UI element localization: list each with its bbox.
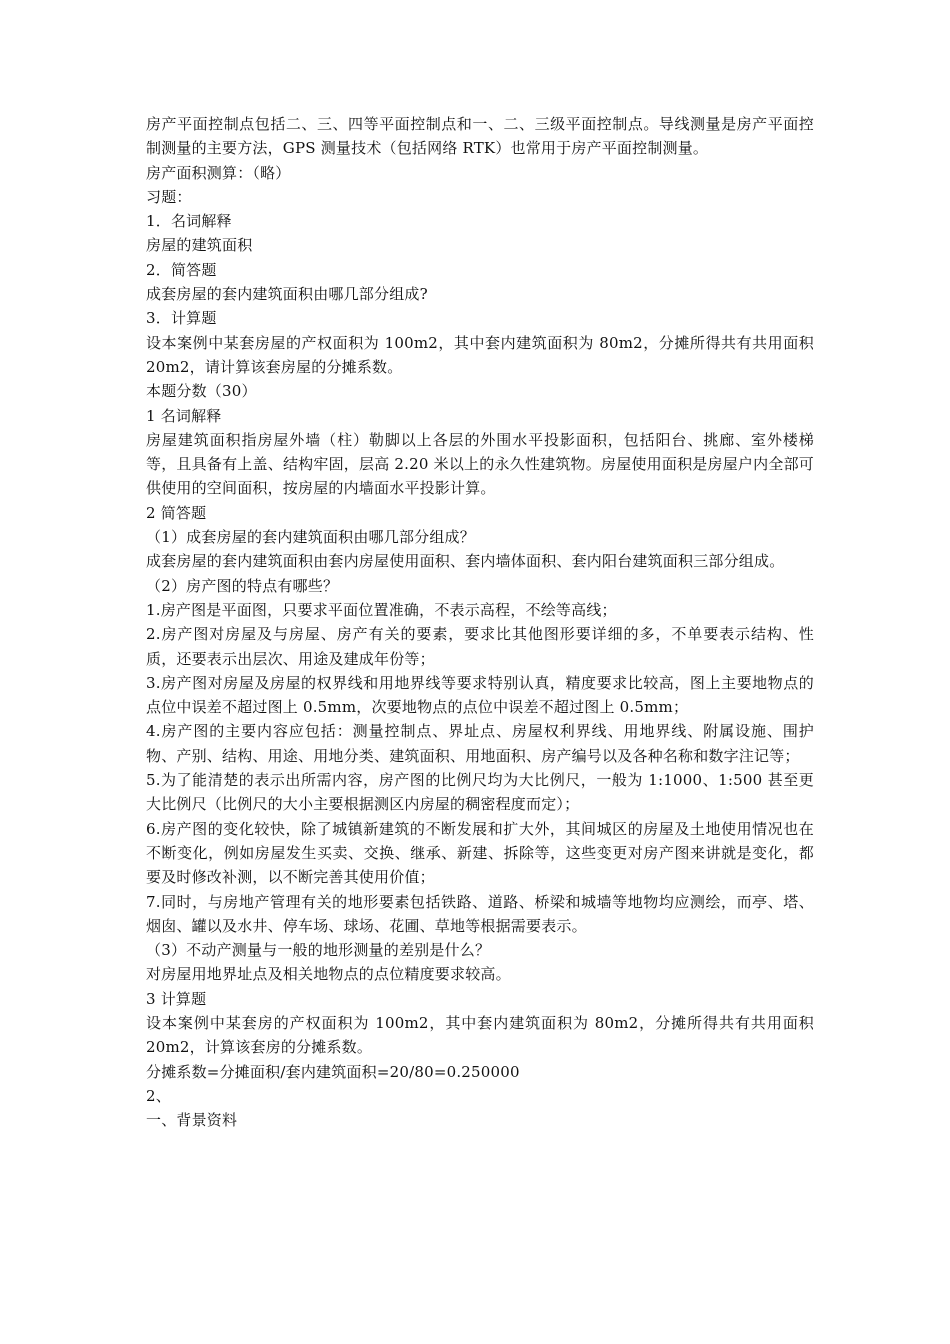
answer-2-item-3: 3.房产图对房屋及房屋的权界线和用地界线等要求特别认真，精度要求比较高，图上主要地物点的点位中误差不超过图上 0.5mm，次要地物点的点位中误差不超过图上 0.5mm； [146,673,814,717]
answer-heading-term: 1 名词解释 [146,406,222,425]
question-calculation: 设本案例中某套房屋的产权面积为 100m2，其中套内建筑面积为 80m2，分摊所得共有共用面积 20m2，请计算该套房屋的分摊系数。 [146,333,814,376]
answer-calc-question: 设本案例中某套房的产权面积为 100m2，其中套内建筑面积为 80m2，分摊所得共有共用面积 20m2，计算该套房的分摊系数。 [146,1013,814,1057]
answer-3: 对房屋用地界址点及相关地物点的点位精度要求较高。 [146,965,511,984]
heading-short-answer: 2．简答题 [146,260,217,279]
answer-2-item-4: 4.房产图的主要内容应包括：测量控制点、界址点、房屋权利界线、用地界线、附属设施、围护物、产别、结构、用途、用地分类、建筑面积、用地面积、房产编号以及各种名称和数字注记等； [146,722,814,765]
answer-1: 成套房屋的套内建筑面积由套内房屋使用面积、套内墙体面积、套内阳台建筑面积三部分组成。 [146,552,785,571]
paragraph-area-calc: 房产面积测算：（略） [146,163,291,182]
document-body [146,112,814,1132]
answer-question-1: （1）成套房屋的套内建筑面积由哪几部分组成？ [146,528,475,547]
answer-2-item-2: 2.房产图对房屋及与房屋、房产有关的要素，要求比其他图形要详细的多，不单要表示结构、性质，还要表示出层次、用途及建成年份等； [146,625,814,668]
answer-term-definition: 房屋建筑面积指房屋外墙（柱）勒脚以上各层的外围水平投影面积，包括阳台、挑廊、室外楼梯等，且具备有上盖、结构牢固，层高 2.20 米以上的永久性建筑物。房屋使用面积是房屋户内全部可供使用的空间面积，按房屋的内墙面水平投影计算。 [146,430,814,498]
answer-2-item-6: 6.房产图的变化较快，除了城镇新建筑的不断发展和扩大外，其间城区的房屋及土地使用情况也在不断变化，例如房屋发生买卖、交换、继承、新建、拆除等，这些变更对房产图来讲就是变化，都要及时修改补测，以不断完善其使用价值； [146,819,814,887]
answer-heading-short: 2 简答题 [146,503,207,522]
heading-calculation: 3．计算题 [146,309,217,328]
question-building-area: 房屋的建筑面积 [146,236,253,255]
answer-2-item-5: 5.为了能清楚的表示出所需内容，房产图的比例尺均为大比例尺，一般为 1:1000、1:500 甚至更大比例尺（比例尺的大小主要根据测区内房屋的稠密程度而定）； [146,771,814,814]
section-background: 一、背景资料 [146,1111,238,1130]
question-suite-area: 成套房屋的套内建筑面积由哪几部分组成? [146,285,428,304]
answer-2-item-1: 1.房产图是平面图，只要求平面位置准确，不表示高程，不绘等高线； [146,600,617,619]
heading-exercises: 习题： [146,187,192,206]
answer-2-item-7: 7.同时，与房地产管理有关的地形要素包括铁路、道路、桥梁和城墙等地物均应测绘，而亭、塔、烟囱、罐以及水井、停车场、球场、花圃、草地等根据需要表示。 [146,892,814,935]
answer-question-3: （3）不动产测量与一般的地形测量的差别是什么？ [146,941,491,960]
paragraph-control-points: 房产平面控制点包括二、三、四等平面控制点和一、二、三级平面控制点。导线测量是房产平面控制测量的主要方法，GPS 测量技术（包括网络 RTK）也常用于房产平面控制测量。 [146,115,814,158]
heading-term-definition: 1．名词解释 [146,212,232,231]
score-label: 本题分数（30） [146,382,257,401]
answer-question-2: （2）房产图的特点有哪些？ [146,576,339,595]
answer-heading-calc: 3 计算题 [146,989,207,1008]
section-number: 2、 [146,1086,171,1105]
answer-calc-result: 分摊系数=分摊面积/套内建筑面积=20/80=0.250000 [146,1062,520,1081]
